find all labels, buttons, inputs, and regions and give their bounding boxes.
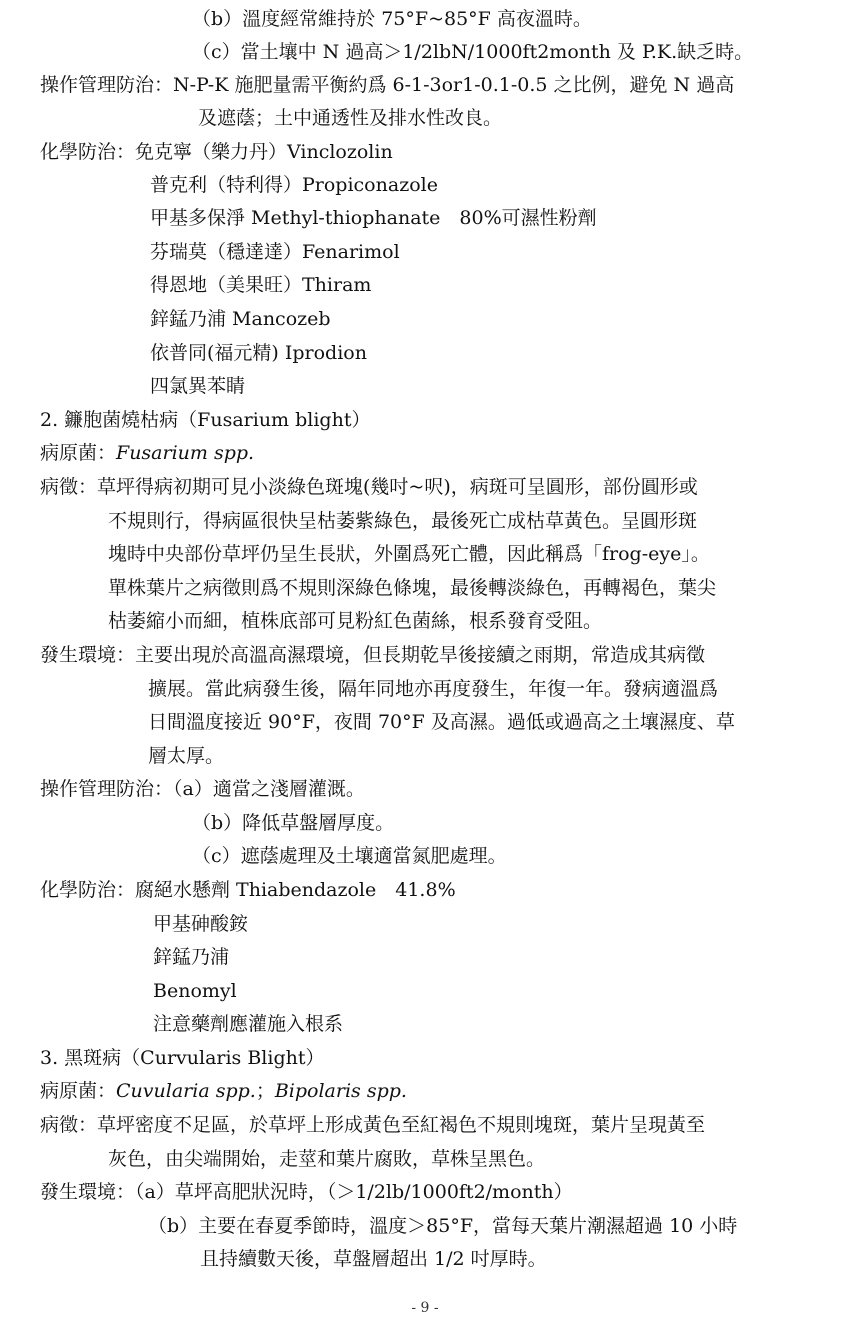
text-line: 甲基砷酸銨 — [153, 913, 249, 935]
pathogen-line — [40, 1075, 407, 1109]
text-line: 操作管理防治：（a）適當之淺層灌溉。 — [40, 778, 365, 800]
text-line: 普克利（特利得）Propiconazole — [150, 174, 438, 196]
page-number: - 9 - — [411, 1300, 439, 1316]
text-line: 單株葉片之病徵則爲不規則深綠色條塊，最後轉淡綠色，再轉褐色，葉尖 — [108, 577, 717, 599]
text-line: 且持續數天後，草盤層超出 1/2 吋厚時。 — [200, 1248, 547, 1270]
section-heading: 3. 黑斑病（Curvularis Blight） — [40, 1047, 325, 1069]
text-line: 鋅錳乃浦 — [153, 946, 230, 968]
text-line: 層太厚。 — [148, 745, 225, 767]
pathogen-name: Fusarium spp. — [116, 442, 255, 464]
text-line: （c）遮蔭處理及土壤適當氮肥處理。 — [192, 845, 507, 867]
text-line: 芬瑞莫（穩達達）Fenarimol — [150, 241, 400, 263]
text-line: 塊時中央部份草坪仍呈生長狀，外圍爲死亡體，因此稱爲「frog-eye」。 — [108, 543, 710, 565]
pathogen-name: Cuvularia spp. — [116, 1080, 256, 1102]
text-line: 及遮蔭；土中通透性及排水性改良。 — [198, 107, 503, 129]
text-line: Benomyl — [153, 980, 237, 1002]
text-line: 發生環境：（a）草坪高肥狀況時，（＞1/2lb/1000ft2/month） — [40, 1181, 573, 1203]
section-heading: 2. 鐮胞菌燒枯病（Fusarium blight） — [40, 409, 371, 431]
text-line: 操作管理防治：N-P-K 施肥量需平衡約爲 6-1-3or1-0.1-0.5 之比例，避免 N 過高 — [40, 74, 735, 96]
text-line: （b）降低草盤層厚度。 — [192, 812, 395, 834]
text-line: 得恩地（美果旺）Thiram — [150, 274, 372, 296]
text-line: 枯萎縮小而細，植株底部可見粉紅色菌絲，根系發育受阻。 — [108, 610, 603, 632]
pathogen-name: Bipolaris spp. — [274, 1080, 407, 1102]
section-heading: 化學防治：免克寧（樂力丹）Vinclozolin — [40, 141, 393, 163]
text-line: （b）主要在春夏季節時，溫度＞85°F，當每天葉片潮濕超過 10 小時 — [148, 1215, 738, 1237]
text-line: 鋅錳乃浦 Mancozeb — [150, 308, 331, 330]
text-line: 不規則行，得病區很快呈枯萎紫綠色，最後死亡成枯草黃色。呈圓形斑 — [108, 510, 698, 532]
text-line: 病徵：草坪得病初期可見小淡綠色斑塊(幾吋~呎)，病斑可呈圓形，部份圓形或 — [40, 476, 698, 498]
text-line: 病徵：草坪密度不足區，於草坪上形成黃色至紅褐色不規則塊斑，葉片呈現黃至 — [40, 1114, 706, 1136]
text-line: 依普同(福元精) Iprodion — [150, 342, 367, 364]
separator: ； — [255, 1080, 275, 1102]
pathogen-line — [40, 437, 254, 471]
text-line: 擴展。當此病發生後，隔年同地亦再度發生，年復一年。發病適溫爲 — [148, 678, 719, 700]
text-line: 灰色，由尖端開始，走莖和葉片腐敗，草株呈黑色。 — [108, 1148, 546, 1170]
text-line: 日間溫度接近 90°F，夜間 70°F 及高濕。過低或過高之土壤濕度、草 — [148, 711, 735, 733]
text-line: 注意藥劑應灌施入根系 — [153, 1013, 344, 1035]
pathogen-label: 病原菌： — [40, 1080, 117, 1102]
text-line: 四氯異苯睛 — [150, 375, 246, 397]
text-line: 發生環境：主要出現於高溫高濕環境，但長期乾旱後接續之雨期，常造成其病徵 — [40, 644, 706, 666]
text-line: 甲基多保淨 Methyl-thiophanate 80%可濕性粉劑 — [150, 207, 597, 229]
text-line: （c）當土壤中 N 過高＞1/2lbN/1000ft2month 及 P.K.缺乏時。 — [192, 41, 754, 63]
text-line: （b）溫度經常維持於 75°F~85°F 高夜溫時。 — [192, 8, 592, 30]
section-heading: 化學防治：腐絕水懸劑 Thiabendazole 41.8% — [40, 879, 456, 901]
pathogen-label: 病原菌： — [40, 442, 117, 464]
